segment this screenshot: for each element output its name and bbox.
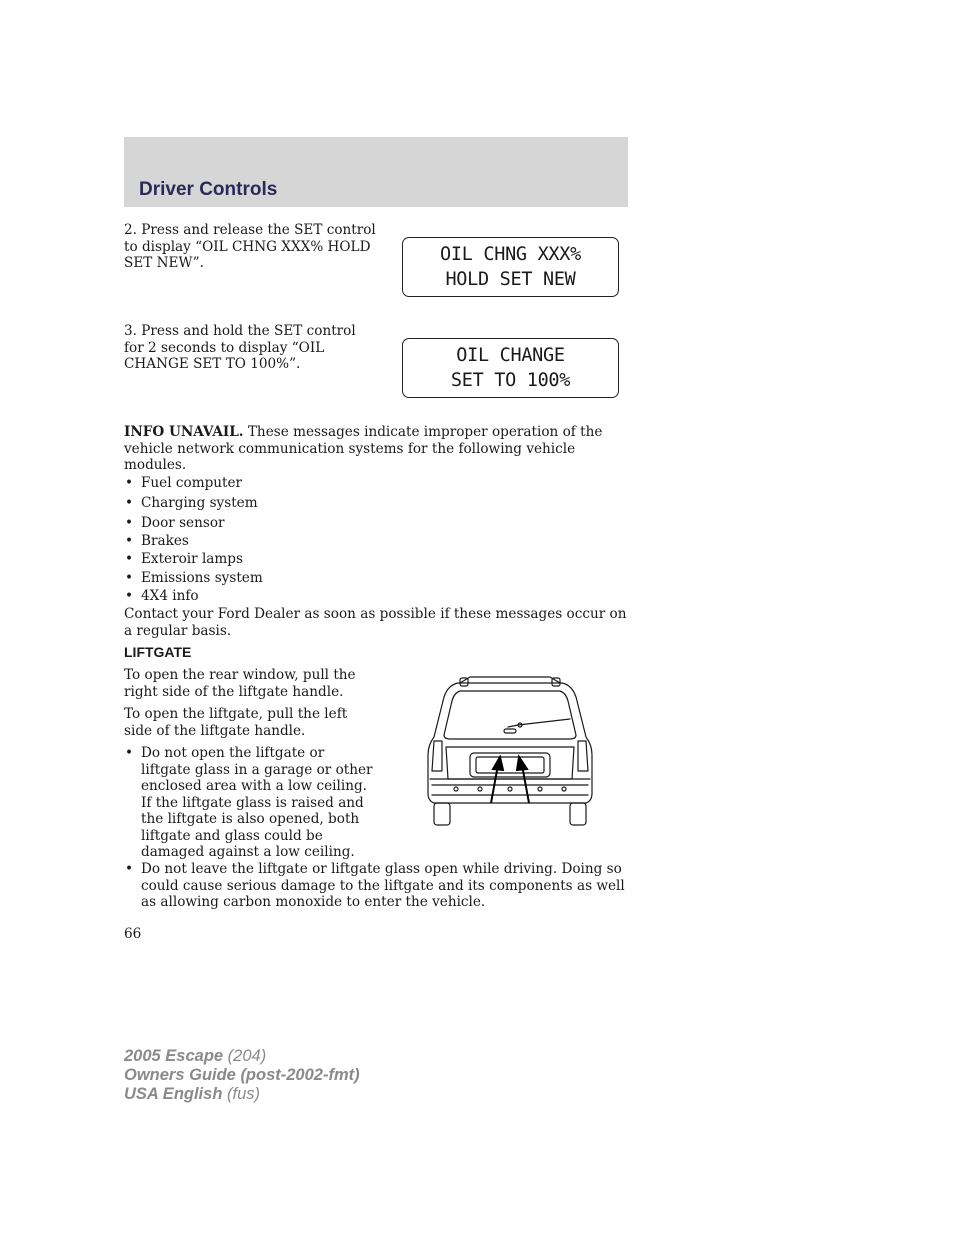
- lcd-display-oil-chng: [402, 237, 619, 297]
- liftgate-warning-2: [124, 861, 628, 911]
- list-item: • Brakes: [124, 533, 604, 550]
- vehicle-rear-illustration: [420, 675, 600, 830]
- footer-language: USA English: [124, 1085, 223, 1103]
- list-item: • Fuel computer: [124, 475, 604, 492]
- liftgate-para-2: To open the liftgate, pull the left side of the liftgate handle.: [124, 706, 348, 739]
- list-item: • Emissions system: [124, 570, 604, 587]
- section-title: Driver Controls: [139, 179, 278, 200]
- footer-line-1: [124, 1047, 360, 1066]
- step-3-text: 3. Press and hold the SET control for 2 seconds to display “OIL CHANGE SET TO 100%”.: [124, 323, 356, 372]
- footer-line-2: Owners Guide (post-2002-fmt): [124, 1066, 360, 1084]
- footer-model-code: (204): [223, 1047, 267, 1065]
- lcd-line-1: OIL CHANGE: [456, 345, 565, 366]
- lcd-line-2: HOLD SET NEW: [445, 269, 576, 290]
- liftgate-heading: LIFTGATE: [124, 644, 192, 660]
- contact-dealer-text: Contact your Ford Dealer as soon as possible if these messages occur on a regular basis.: [124, 606, 627, 639]
- list-item: • Charging system: [124, 495, 604, 512]
- footer-language-code: (fus): [222, 1085, 260, 1103]
- module-list: [124, 475, 604, 605]
- list-item: • Do not open the liftgate or liftgate glass in a garage or other enclosed area with a low ceiling. If the liftgate glass is raised and the liftgate is also opened, both liftgate and glass could be damaged against a low ceiling.: [124, 745, 374, 861]
- page-number: 66: [124, 926, 142, 942]
- list-item: • Exteroir lamps: [124, 551, 604, 568]
- liftgate-para-1: To open the rear window, pull the right side of the liftgate handle.: [124, 667, 356, 700]
- footer-line-3: [124, 1085, 360, 1104]
- document-footer: [124, 1047, 360, 1104]
- info-unavail-paragraph: [124, 424, 628, 474]
- list-item: • Do not leave the liftgate or liftgate glass open while driving. Doing so could cause serious damage to the liftgate and its components as well as allowing carbon monoxide to enter the vehicle.: [124, 861, 628, 911]
- liftgate-warning-1: [124, 745, 374, 861]
- step-2-text: 2. Press and release the SET control to display “OIL CHNG XXX% HOLD SET NEW”.: [124, 222, 376, 271]
- info-unavail-text: These messages indicate improper operation of the vehicle network communication systems for the following vehicle modules.: [124, 424, 603, 473]
- list-item: • 4X4 info: [124, 588, 604, 605]
- lcd-line-1: OIL CHNG XXX%: [440, 244, 581, 265]
- lcd-line-2: SET TO 100%: [450, 370, 571, 391]
- list-item: • Door sensor: [124, 515, 604, 532]
- info-unavail-term: INFO UNAVAIL.: [124, 424, 244, 440]
- footer-model: 2005 Escape: [124, 1047, 224, 1065]
- lcd-display-oil-change: [402, 338, 619, 398]
- section-header-band: [124, 137, 628, 207]
